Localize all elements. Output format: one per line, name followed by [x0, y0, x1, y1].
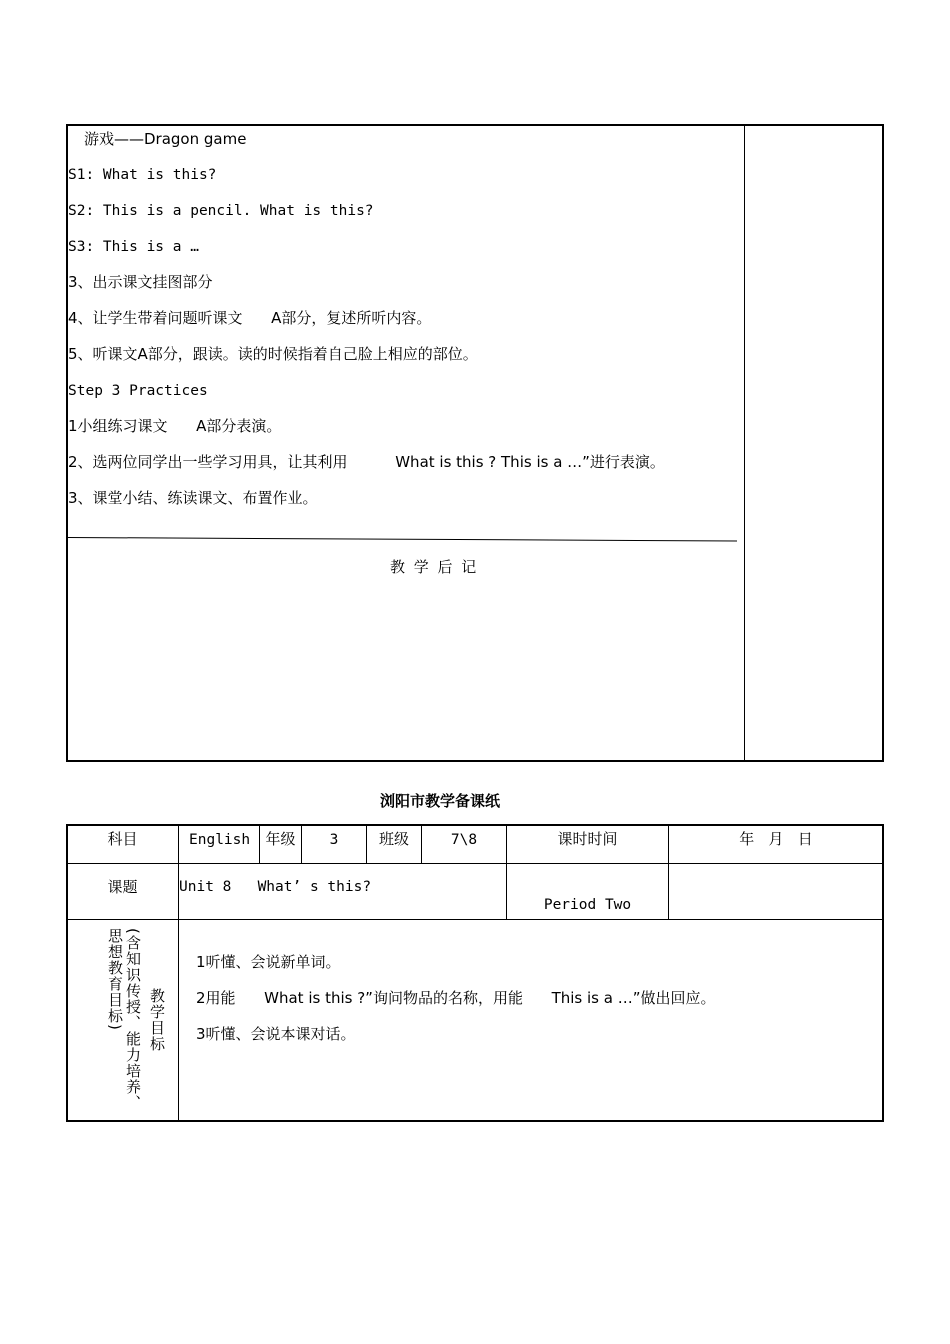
lesson-line-8: Step 3 Practices	[68, 383, 208, 399]
grade-value: 3	[329, 832, 339, 848]
period-value: Period Two	[543, 897, 632, 913]
subject-label: 科目	[107, 830, 138, 848]
lesson-line-11: 3、课堂小结、练读课文、布置作业。	[68, 489, 318, 507]
class-label: 班级	[378, 830, 409, 848]
lesson-line-5: 3、出示课文挂图部分	[68, 273, 213, 291]
lesson-line-1: 游戏——Dragon game	[84, 130, 247, 148]
objective-line-2: 2用能 What is this ?”询问物品的名称，用能 This is a …”做出回应。	[196, 989, 716, 1007]
postscript-label: 教 学 后 记	[390, 558, 479, 576]
lesson-line-6: 4、让学生带着问题听课文 A部分，复述所听内容。	[68, 309, 432, 327]
lesson-plan-form	[66, 824, 884, 1122]
lesson-line-7: 5、听课文A部分，跟读。读的时候指着自己脸上相应的部位。	[68, 345, 478, 363]
class-value: 7\8	[450, 832, 478, 848]
topic-value: Unit 8 What’ s this?	[179, 879, 372, 895]
subject-value: English	[189, 832, 251, 848]
lesson-line-4: S3: This is a …	[68, 239, 199, 255]
objective-line-3: 3听懂、会说本课对话。	[196, 1025, 356, 1043]
lesson-line-9: 1小组练习课文 A部分表演。	[68, 417, 282, 435]
objectives-label: 教学目标	[148, 988, 166, 1052]
time-label: 课时时间	[557, 830, 618, 848]
form-row2-bottom	[67, 919, 883, 920]
objectives-note: (含知识传授、能力培养、思想教育目标)	[106, 928, 142, 1111]
form-row1-bottom	[67, 863, 883, 864]
lesson-line-3: S2: This is a pencil. What is this?	[68, 203, 374, 219]
lesson-right-column-divider	[744, 125, 745, 761]
lesson-line-10: 2、选两位同学出一些学习用具，让其利用 What is this ? This is a …”进行表演。	[68, 453, 665, 471]
form-col-divider-1	[178, 825, 179, 1121]
objective-line-1: 1听懂、会说新单词。	[196, 953, 341, 971]
lesson-line-2: S1: What is this?	[68, 167, 217, 183]
grade-label: 年级	[265, 830, 296, 848]
form-title: 浏阳市教学备课纸	[379, 792, 500, 810]
topic-label: 课题	[107, 878, 138, 896]
date-value: 年 月 日	[739, 830, 813, 848]
